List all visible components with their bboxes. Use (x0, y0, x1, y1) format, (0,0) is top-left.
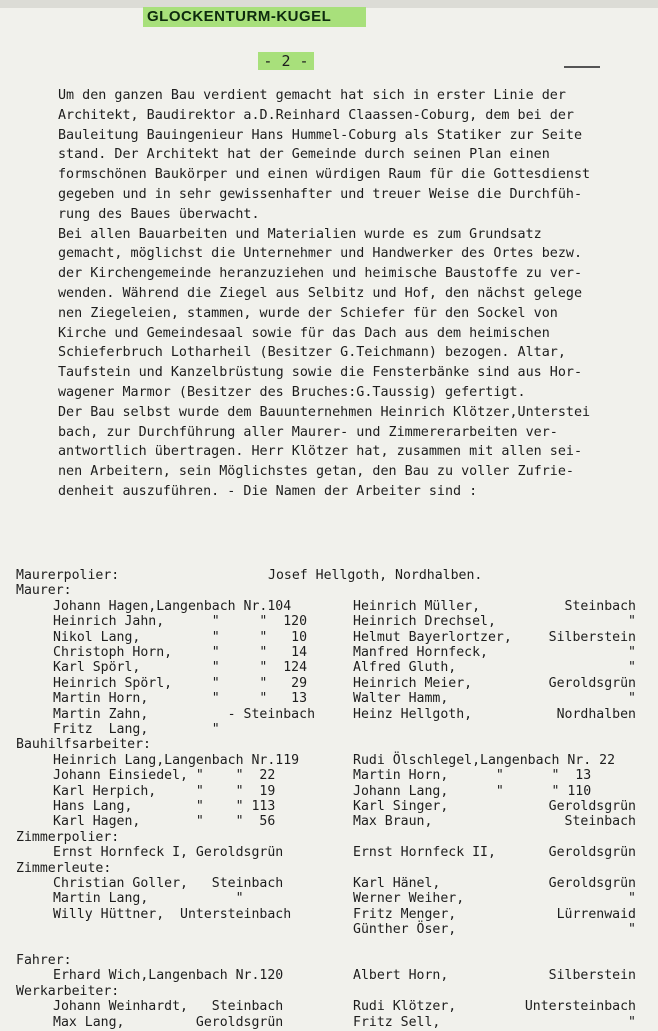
section-heading: Fahrer: (16, 953, 72, 968)
worker-row (0, 799, 658, 815)
worker-left-entry: Christian Goller, Steinbach (53, 876, 284, 891)
worker-row (0, 691, 658, 707)
worker-row (0, 876, 658, 892)
paragraph-line: Kirche und Gemeindesaal sowie für das Dach aus dem heimischen (58, 325, 550, 341)
worker-right-place: " (628, 891, 636, 907)
worker-right-place: " (628, 614, 636, 630)
body-paragraph (58, 86, 654, 502)
worker-row (0, 768, 658, 784)
page-number: - 2 - (258, 52, 314, 70)
paragraph-line: denheit auszuführen. - Die Namen der Arbeiter sind : (58, 483, 478, 499)
paragraph-line: formschönen Baukörper und einen würdigen Raum für die Gottesdienst (58, 167, 591, 183)
worker-row (0, 953, 658, 969)
worker-right-place: " (628, 691, 636, 707)
worker-row (0, 568, 658, 584)
worker-right-entry: Manfred Hornfeck, (353, 645, 488, 660)
worker-right-place: Steinbach (564, 814, 636, 830)
worker-right-entry: Ernst Hornfeck II, (353, 845, 496, 861)
worker-right-entry: Karl Singer, (353, 799, 449, 814)
paragraph-line: nen Ziegeleien, stammen, wurde der Schiefer für den Sockel von (58, 305, 558, 321)
worker-row (0, 753, 658, 769)
worker-left-entry: Willy Hüttner, Untersteinbach (53, 906, 292, 922)
worker-row (0, 830, 658, 846)
paragraph-line: Um den ganzen Bau verdient gemacht hat sich in erster Linie der (58, 88, 566, 103)
worker-left-entry: Nikol Lang, " " 10 (53, 629, 308, 645)
worker-row (0, 676, 658, 692)
worker-right-entry: Alfred Gluth, (353, 660, 457, 676)
worker-right-entry: Heinrich Drechsel, (353, 614, 496, 630)
worker-right-entry: Werner Weiher, (353, 891, 465, 907)
worker-right-entry: Rudi Ölschlegel,Langenbach Nr. 22 (353, 752, 616, 768)
worker-right-place: Nordhalben (556, 706, 636, 722)
worker-row (0, 845, 658, 861)
paragraph-line: wenden. Während die Ziegel aus Selbitz und Hof, den nächst gelege (58, 285, 583, 301)
worker-right-place: " (628, 645, 636, 660)
worker-left-entry: Martin Horn, " " 13 (53, 691, 308, 707)
worker-row (0, 814, 658, 830)
paragraph-line: gegeben und in sehr gewissenhafter und treuer Weise die Durchfüh- (58, 186, 583, 202)
paragraph-line: gemacht, möglichst die Unternehmer und Handwerker des Ortes bezw. (58, 246, 583, 262)
paragraph-line: nen Arbeitern, sein Möglichstes getan, den Bau zu voller Zufrie- (58, 464, 574, 480)
worker-right-place: Lürrenwaid (556, 906, 636, 922)
section-heading: Maurerpolier: (16, 568, 120, 583)
section-heading: Zimmerleute: (16, 860, 112, 876)
worker-row (0, 984, 658, 1000)
worker-right-entry: Heinrich Meier, (353, 675, 473, 691)
worker-left-entry: Martin Zahn, - Steinbach (53, 706, 316, 722)
worker-row (0, 707, 658, 723)
worker-left-entry: Fritz Lang, " (53, 722, 220, 737)
paragraph-line: Taufstein und Kanzelbrüstung sowie die Fensterbänke sind aus Hor- (58, 365, 583, 381)
worker-right-place: " (628, 922, 636, 938)
paragraph-line: Bauleitung Bauingenieur Hans Hummel-Coburg als Statiker zur Seite (58, 127, 583, 143)
worker-left-entry: Karl Spörl, " " 124 (53, 660, 308, 676)
worker-right-place: " (628, 1014, 636, 1030)
paragraph-line: Bei allen Bauarbeiten und Materialien wurde es zum Grundsatz (58, 226, 542, 242)
worker-row (0, 922, 658, 938)
worker-right-place: Geroldsgrün (548, 675, 636, 691)
worker-right-entry: Martin Horn, " " 13 (353, 768, 592, 784)
worker-left-entry: Heinrich Jahn, " " 120 (53, 614, 308, 630)
title-label-tape: GLOCKENTURM-KUGEL (143, 7, 366, 27)
worker-left-entry: Heinrich Lang,Langenbach Nr.119 (53, 752, 300, 768)
worker-right-place: Geroldsgrün (548, 845, 636, 861)
worker-row (0, 999, 658, 1015)
worker-left-entry: Erhard Wich,Langenbach Nr.120 (53, 968, 284, 984)
worker-row (0, 645, 658, 661)
worker-right-entry: Walter Hamm, (353, 691, 449, 707)
worker-row (0, 907, 658, 923)
worker-left-entry: Johann Hagen,Langenbach Nr.104 (53, 598, 292, 614)
worker-right-place: Steinbach (564, 598, 636, 614)
worker-left-entry: Karl Herpich, " " 19 (53, 783, 276, 799)
worker-right-place: Geroldsgrün (548, 799, 636, 814)
paragraph-line: wagener Marmor (Besitzer des Bruches:G.Taussig) gefertigt. (58, 384, 526, 400)
worker-row (0, 737, 658, 753)
worker-row (0, 1015, 658, 1031)
paragraph-line: rung des Baues überwacht. (58, 206, 260, 222)
worker-row (0, 660, 658, 676)
worker-right-entry: Fritz Menger, (353, 906, 457, 922)
paragraph-line: Schieferbruch Lotharheil (Besitzer G.Teichmann) bezogen. Altar, (58, 345, 566, 361)
worker-left-entry: Ernst Hornfeck I, Geroldsgrün (53, 845, 284, 861)
paragraph-line: Architekt, Baudirektor a.D.Reinhard Claassen-Coburg, dem bei der (58, 107, 574, 123)
worker-row (0, 861, 658, 877)
worker-row (0, 630, 658, 646)
worker-right-place: Silberstein (548, 629, 636, 645)
worker-right-entry: Heinrich Müller, (353, 598, 481, 614)
worker-right-entry: Max Braun, (353, 814, 433, 830)
section-heading: Bauhilfsarbeiter: (16, 737, 151, 753)
paragraph-line: der Kirchengemeinde heranzuziehen und heimische Baustoffe zu ver- (58, 266, 583, 282)
worker-row (0, 722, 658, 738)
paragraph-line: bach, zur Durchführung aller Maurer- und Zimmererarbeiten ver- (58, 424, 558, 440)
worker-row (0, 891, 658, 907)
worker-right-entry: Rudi Klötzer, (353, 999, 457, 1015)
worker-left-entry: Karl Hagen, " " 56 (53, 814, 276, 830)
worker-right-entry: Karl Hänel, (353, 876, 441, 891)
section-heading: Werkarbeiter: (16, 983, 120, 999)
worker-right-entry: Josef Hellgoth, Nordhalben. (268, 568, 483, 583)
worker-right-entry: Johann Lang, " " 110 (353, 783, 592, 799)
section-heading: Maurer: (16, 583, 72, 599)
worker-row (0, 938, 658, 954)
worker-left-entry: Johann Weinhardt, Steinbach (53, 999, 284, 1015)
worker-right-place: " (628, 660, 636, 676)
worker-left-entry: Christoph Horn, " " 14 (53, 645, 308, 660)
paragraph-line: Der Bau selbst wurde dem Bauunternehmen Heinrich Klötzer,Unterstei (58, 404, 591, 420)
worker-row (0, 599, 658, 615)
worker-left-entry: Johann Einsiedel, " " 22 (53, 768, 276, 784)
worker-right-entry: Günther Öser, (353, 922, 457, 938)
worker-left-entry: Heinrich Spörl, " " 29 (53, 675, 308, 691)
worker-right-place: Geroldsgrün (548, 876, 636, 891)
worker-row (0, 784, 658, 800)
corner-mark (564, 66, 600, 68)
paragraph-line: antwortlich übertragen. Herr Klötzer hat, zusammen mit allen sei- (58, 444, 583, 460)
worker-left-entry: Max Lang, Geroldsgrün (53, 1014, 284, 1030)
worker-left-entry: Hans Lang, " " 113 (53, 799, 276, 814)
worker-left-entry: Martin Lang, " (53, 891, 244, 907)
paragraph-line: stand. Der Architekt hat der Gemeinde durch seinen Plan einen (58, 147, 550, 163)
worker-right-place: Untersteinbach (524, 999, 636, 1015)
worker-right-entry: Albert Horn, (353, 968, 449, 984)
section-heading: Zimmerpolier: (16, 829, 120, 845)
worker-row (0, 614, 658, 630)
worker-right-entry: Fritz Sell, (353, 1014, 441, 1030)
worker-right-entry: Helmut Bayerlortzer, (353, 629, 512, 645)
worker-row (0, 583, 658, 599)
worker-right-entry: Heinz Hellgoth, (353, 706, 473, 722)
worker-right-place: Silberstein (548, 968, 636, 984)
worker-row (0, 968, 658, 984)
